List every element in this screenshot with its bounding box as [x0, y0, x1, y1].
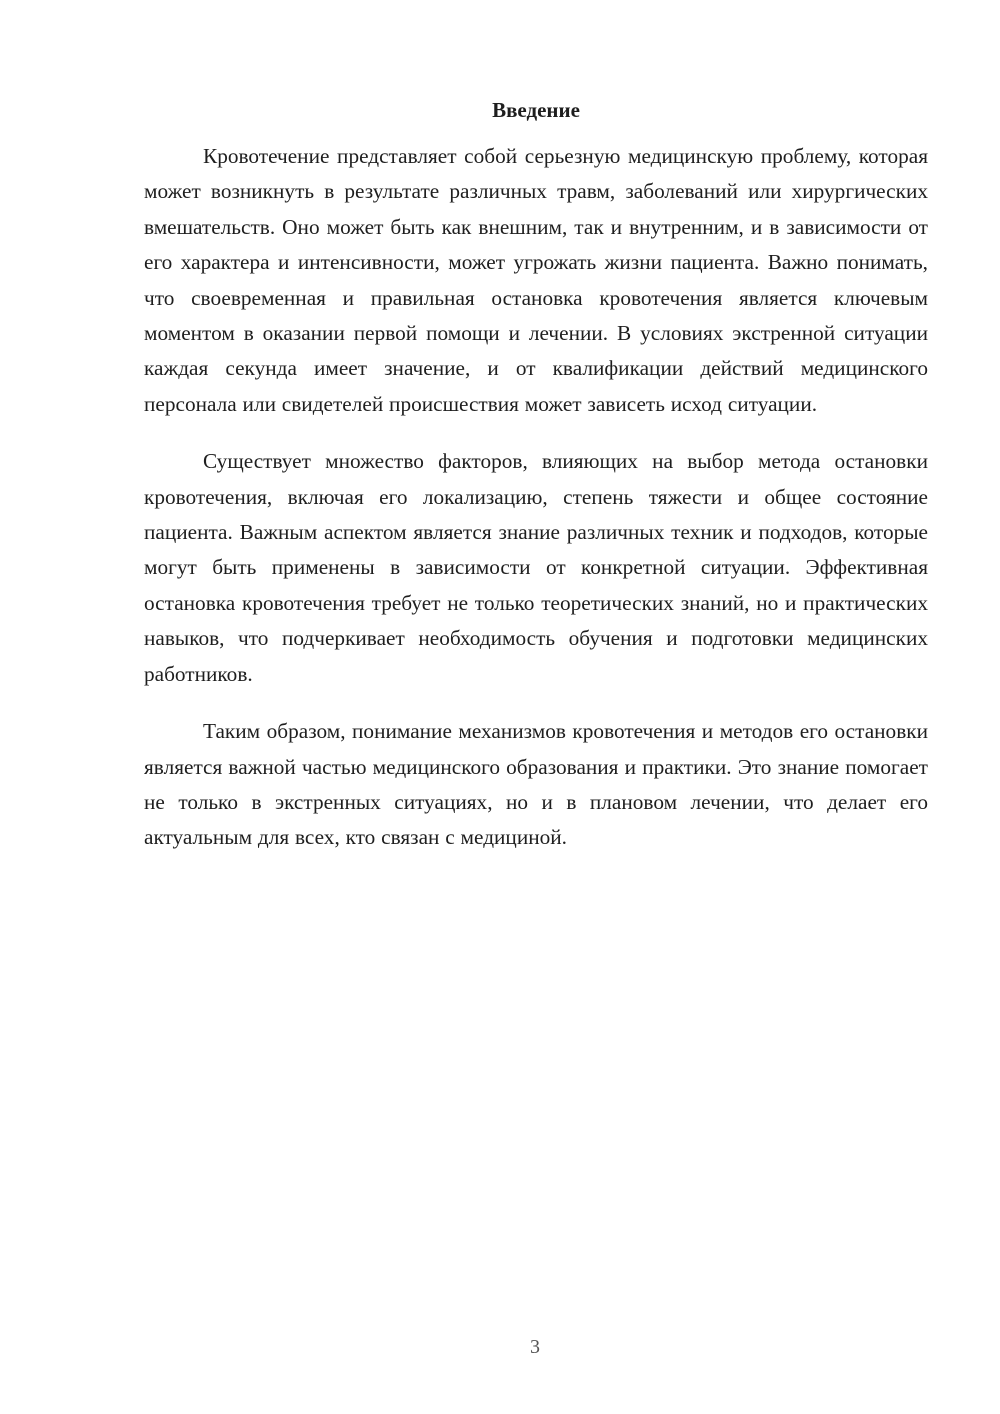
section-title: Введение — [492, 98, 580, 122]
page-number: 3 — [530, 1336, 540, 1358]
paragraph-3: Таким образом, понимание механизмов кровотечения и методов его остановки является важной частью медицинского образования и практики. Это знание помогает не только в экстренных ситуациях, но и в плановом лечении, что делает его актуальным для всех, кто связан с медициной. — [144, 719, 928, 850]
paragraph-2: Существует множество факторов, влияющих на выбор метода остановки кровотечения, включая его локализацию, степень тяжести и общее состояние пациента. Важным аспектом является знание различных техник и подходов, которые могут быть применены в зависимости от конкретной ситуации. Эффективная остановка кровотечения требует не только теоретических знаний, но и практических навыков, что подчеркивает необходимость обучения и подготовки медицинских работников. — [144, 449, 928, 686]
document-body — [144, 90, 928, 878]
paragraph-1: Кровотечение представляет собой серьезную медицинскую проблему, которая может возникнуть в результате различных травм, заболеваний или хирургических вмешательств. Оно может быть как внешним, так и внутренним, и в зависимости от его характера и интенсивности, может угрожать жизни пациента. Важно понимать, что своевременная и правильная остановка кровотечения является ключевым моментом в оказании первой помощи и лечении. В условиях экстренной ситуации каждая секунда имеет значение, и от квалификации действий медицинского персонала или свидетелей происшествия может зависеть исход ситуации. — [144, 144, 928, 416]
